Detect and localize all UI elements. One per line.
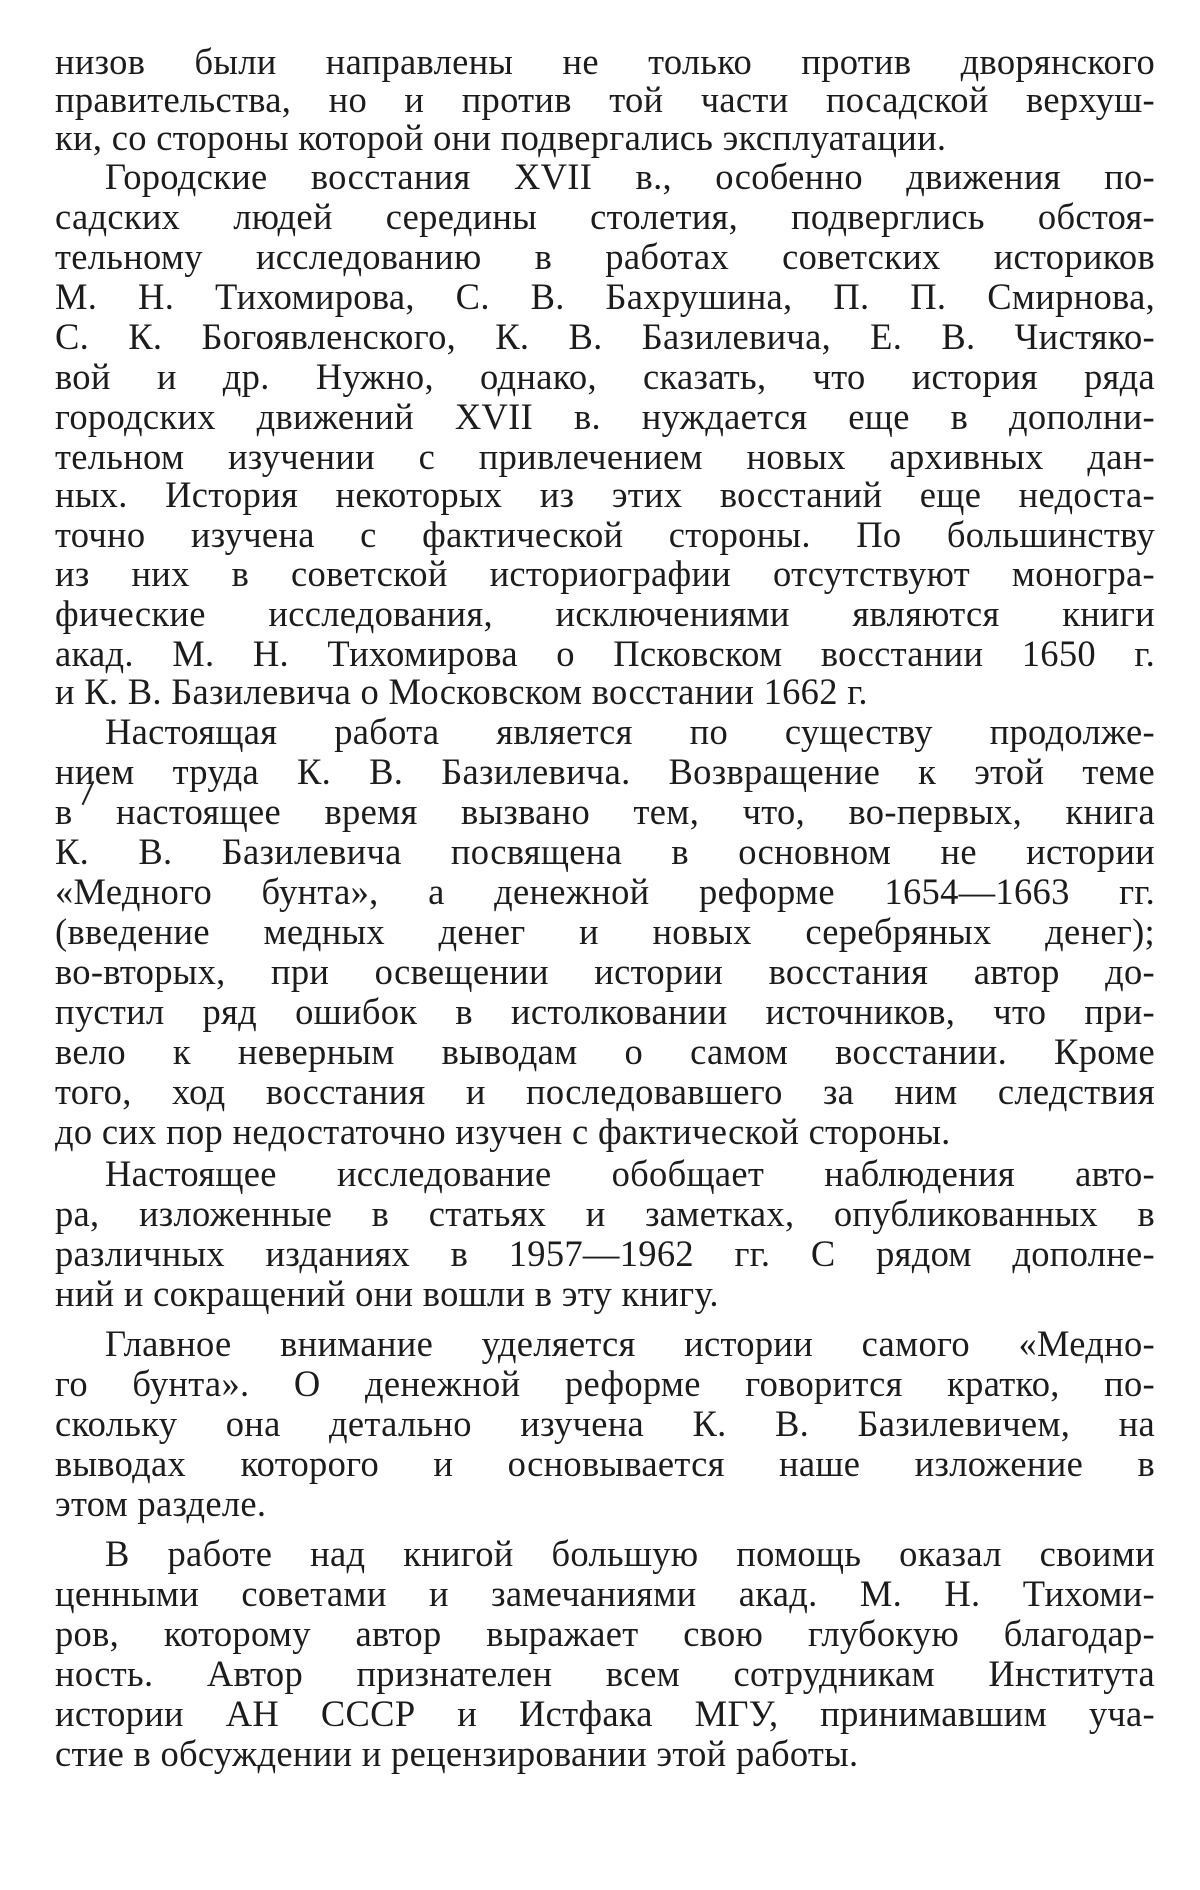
paragraph-first-line: Городские восстания XVII в., особенно движения по- <box>105 156 1155 197</box>
paragraph-first-line: Главное внимание уделяется истории самого «Медно- <box>105 1323 1155 1364</box>
text-line: (введение медных денег и новых серебряных денег); <box>55 911 1155 952</box>
text-line: скольку она детально изучена К. В. Базилевичем, на <box>55 1403 1155 1444</box>
text-line: выводах которого и основывается наше изложение в <box>55 1443 1155 1484</box>
text-line: садских людей середины столетия, подверглись обстоя- <box>55 196 1155 237</box>
text-line: до сих пор недостаточно изучен с фактической стороны. <box>55 1111 951 1152</box>
paragraph-first-line: В работе над книгой большую помощь оказал своими <box>105 1533 1155 1574</box>
text-line: вело к неверным выводам о самом восстании. Кроме <box>55 1031 1155 1072</box>
text-line: различных изданиях в 1957—1962 гг. С рядом дополне- <box>55 1233 1155 1274</box>
text-line: и К. В. Базилевича о Московском восстании 1662 г. <box>55 671 868 712</box>
text-line: тельном изучении с привлечением новых архивных дан- <box>55 436 1155 477</box>
text-line: ров, которому автор выражает свою глубокую благодар- <box>55 1613 1155 1654</box>
document-page <box>55 40 1155 1850</box>
text-line: тельному исследованию в работах советских историков <box>55 236 1155 277</box>
text-line: ных. История некоторых из этих восстаний еще недоста- <box>55 474 1155 515</box>
text-line: точно изучена с фактической стороны. По большинству <box>55 514 1155 555</box>
text-line: ра, изложенные в статьях и заметках, опубликованных в <box>55 1193 1155 1234</box>
text-line: ность. Автор признателен всем сотрудникам Института <box>55 1653 1155 1694</box>
text-line: ний и сокращений они вошли в эту книгу. <box>55 1273 719 1314</box>
text-line: ценными советами и замечаниями акад. М. Н. Тихоми- <box>55 1573 1155 1614</box>
text-line: «Медного бунта», а денежной реформе 1654—1663 гг. <box>55 871 1155 912</box>
text-line: вой и др. Нужно, однако, сказать, что история ряда <box>55 356 1155 397</box>
text-line: во-вторых, при освещении истории восстания автор до- <box>55 951 1155 992</box>
paragraph-first-line: Настоящее исследование обобщает наблюдения авто- <box>105 1153 1155 1194</box>
text-line: акад. М. Н. Тихомирова о Псковском восстании 1650 г. <box>55 633 1155 674</box>
text-line: истории АН СССР и Истфака МГУ, принимавшим уча- <box>55 1693 1155 1734</box>
text-line: го бунта». О денежной реформе говорится кратко, по- <box>55 1363 1155 1404</box>
text-line: фические исследования, исключениями являются книги <box>55 593 1155 634</box>
text-line: городских движений XVII в. нуждается еще в дополни- <box>55 396 1155 437</box>
text-line: низов были направлены не только против дворянского <box>55 41 1155 82</box>
text-line: стие в обсуждении и рецензировании этой работы. <box>55 1733 859 1774</box>
text-line: М. Н. Тихомирова, С. В. Бахрушина, П. П. Смирнова, <box>55 276 1155 317</box>
paragraph-first-line: Настоящая работа является по существу продолже- <box>105 711 1155 752</box>
text-line: С. К. Богоявленского, К. В. Базилевича, Е. В. Чистяко- <box>55 316 1155 357</box>
text-line: того, ход восстания и последовавшего за ним следствия <box>55 1071 1155 1112</box>
text-line: в настоящее время вызвано тем, что, во-первых, книга <box>55 791 1155 832</box>
text-line: из них в советской историографии отсутствуют моногра- <box>55 553 1155 594</box>
text-line: нием труда К. В. Базилевича. Возвращение к этой теме <box>55 751 1155 792</box>
text-line: этом разделе. <box>55 1483 267 1524</box>
text-line: правительства, но и против той части посадской верхуш- <box>55 79 1155 120</box>
text-line: ки, со стороны которой они подвергались эксплуатации. <box>55 117 947 158</box>
text-line: К. В. Базилевича посвящена в основном не истории <box>55 831 1155 872</box>
text-line: пустил ряд ошибок в истолковании источников, что при- <box>55 991 1155 1032</box>
